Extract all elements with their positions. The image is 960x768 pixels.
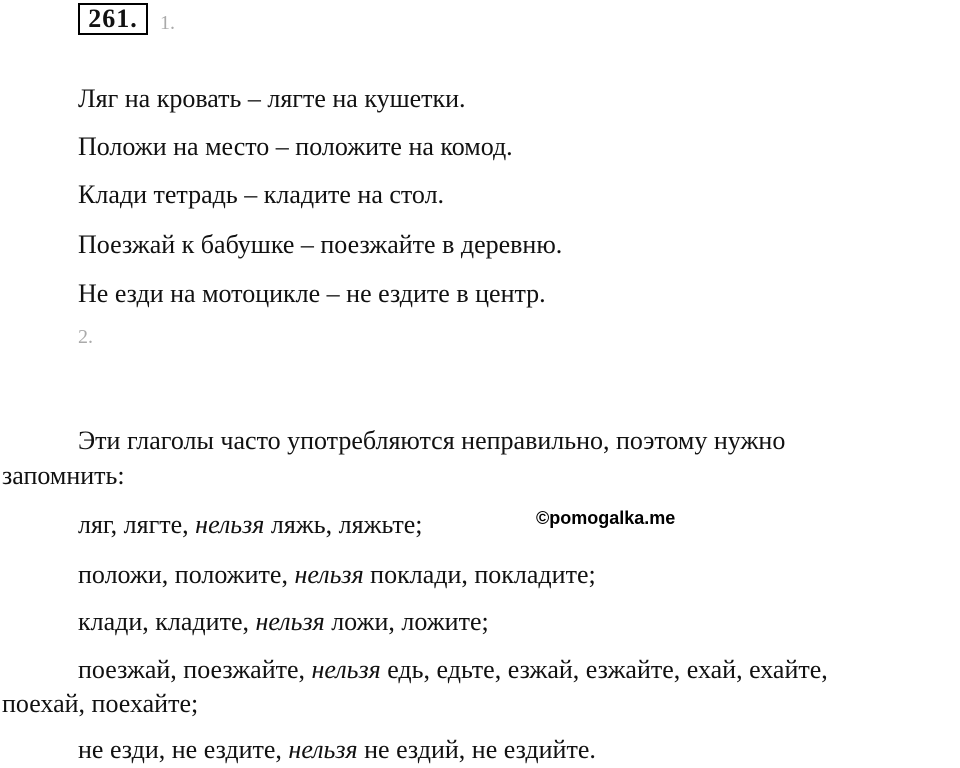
exercise-number-box: 261. (78, 3, 148, 35)
rule-row-4 (78, 655, 828, 685)
forbidden-word: нельзя (288, 735, 358, 764)
watermark: ©pomogalka.me (536, 508, 676, 528)
part-1-label: 1. (160, 12, 175, 34)
forbidden-word: нельзя (255, 607, 325, 636)
forbidden-word: нельзя (195, 510, 265, 539)
part-2-intro-line-1: Эти глаголы часто употребляются неправильно, поэтому нужно (78, 426, 786, 455)
rule-row-3-wrong: ложи, ложите; (324, 607, 489, 636)
part-1-line-3: Клади тетрадь – кладите на стол. (78, 180, 445, 209)
rule-row-2-wrong: поклади, покладите; (363, 560, 596, 589)
rule-row-3 (78, 607, 489, 637)
rule-row-2-correct: положи, положите, (78, 560, 295, 589)
rule-row-1 (78, 510, 423, 540)
part-1-line-2: Положи на место – положите на комод. (78, 132, 513, 161)
rule-row-5 (78, 735, 596, 765)
rule-row-5-correct: не езди, не ездите, (78, 735, 289, 764)
part-1-line-4: Поезжай к бабушке – поезжайте в деревню. (78, 230, 563, 259)
part-1-line-1: Ляг на кровать – лягте на кушетки. (78, 84, 466, 113)
rule-row-4-continuation: поехай, поехайте; (2, 689, 199, 718)
rule-row-1-wrong: ляжь, ляжьте; (264, 510, 423, 539)
part-2-intro-line-2: запомнить: (2, 461, 125, 490)
rule-row-4-correct: поезжай, поезжайте, (78, 655, 312, 684)
forbidden-word: нельзя (311, 655, 381, 684)
rule-row-2 (78, 560, 596, 590)
rule-row-5-wrong: не ездий, не ездийте. (357, 735, 596, 764)
rule-row-4-wrong: едь, едьте, езжай, езжайте, ехай, ехайте, (380, 655, 828, 684)
part-1-line-5: Не езди на мотоцикле – не ездите в центр. (78, 279, 546, 308)
rule-row-1-correct: ляг, лягте, (78, 510, 196, 539)
rule-row-3-correct: клади, кладите, (78, 607, 256, 636)
part-2-label: 2. (78, 326, 93, 348)
forbidden-word: нельзя (294, 560, 364, 589)
